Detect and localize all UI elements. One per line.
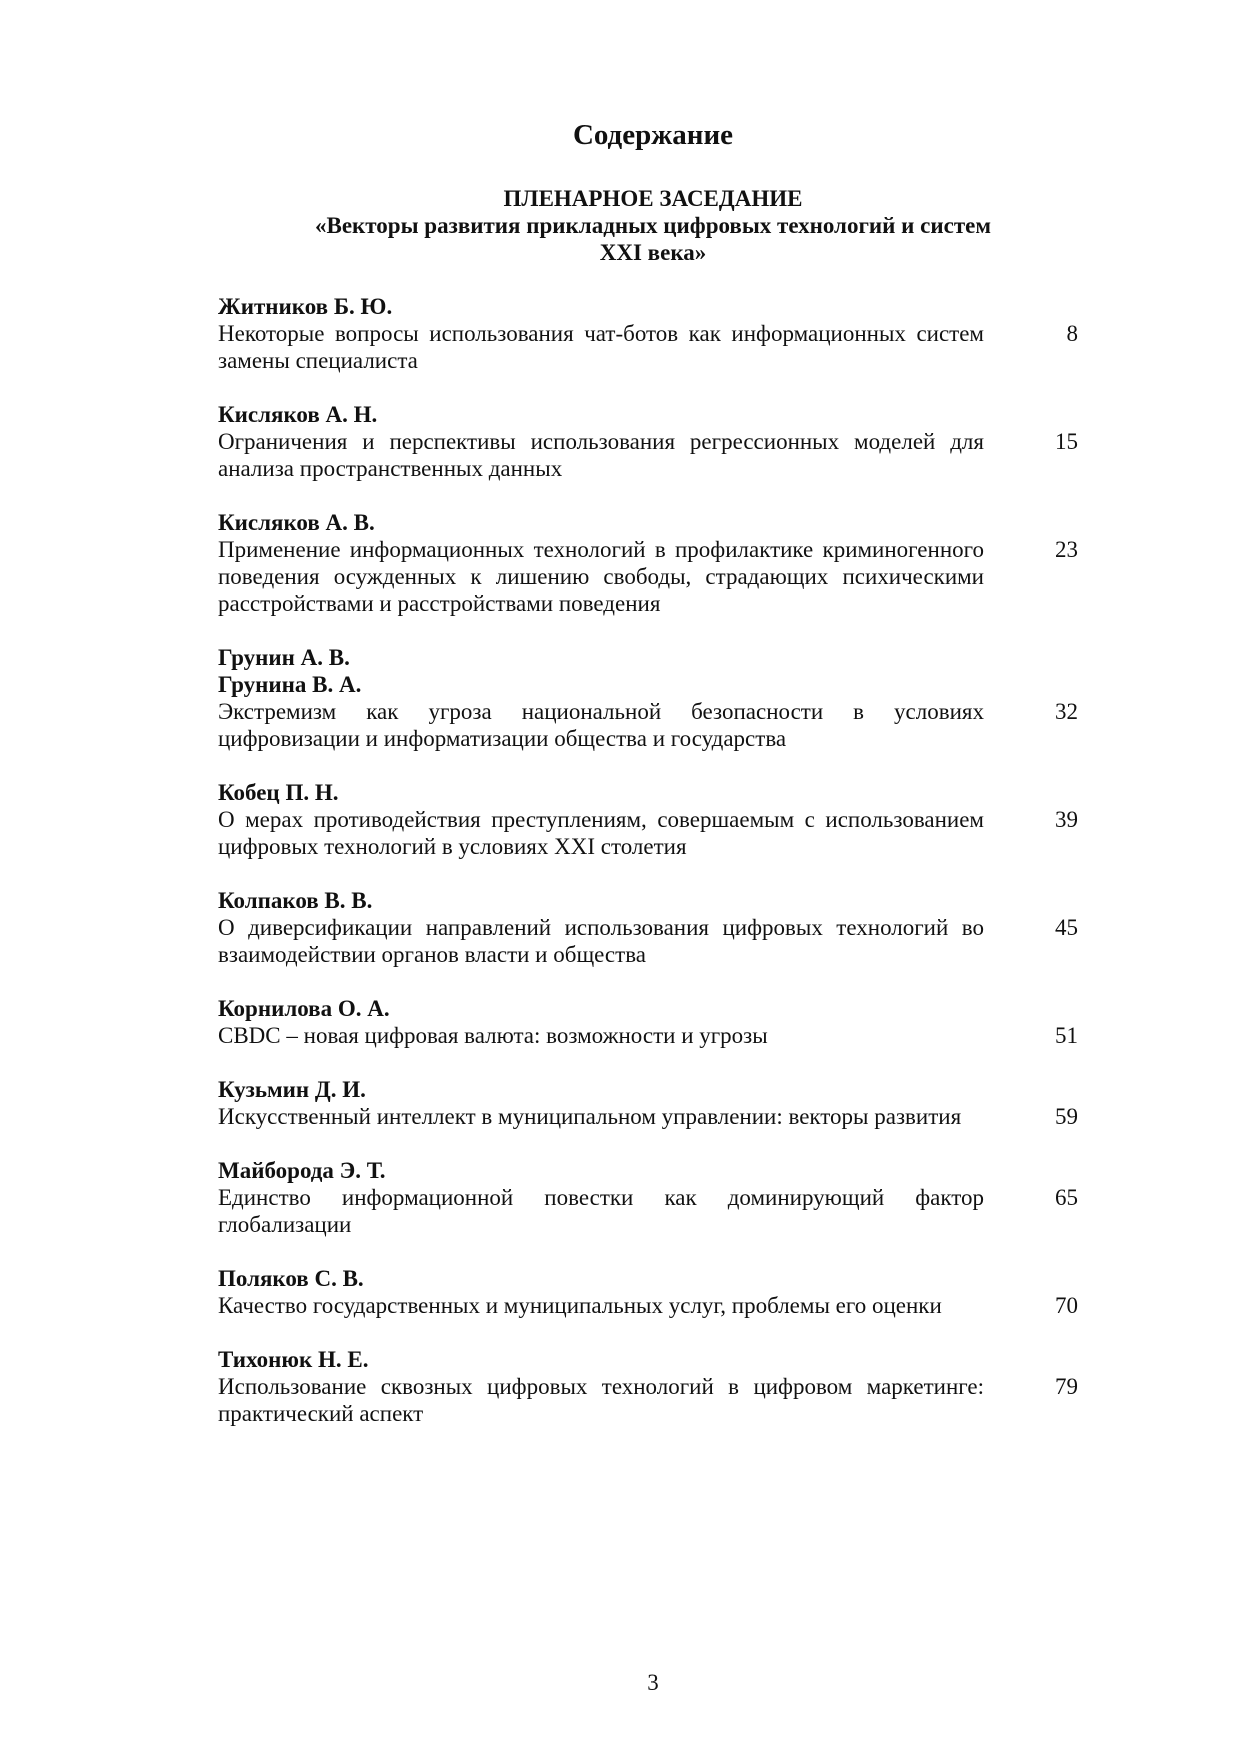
toc-entry-title: Искусственный интеллект в муниципальном управлении: векторы развития — [218, 1104, 962, 1129]
toc-entry-title: Единство информационной повестки как доминирующий фактор глобализации — [218, 1185, 984, 1237]
toc-entry-title: Использование сквозных цифровых технологий в цифровом маркетинге: практический аспект — [218, 1374, 984, 1426]
toc-entry[interactable] — [218, 1076, 1078, 1130]
toc-entry-author: Корнилова О. А. — [218, 996, 390, 1021]
toc-entry-author: Кузьмин Д. И. — [218, 1077, 366, 1102]
toc-entry-title-row — [218, 1292, 1078, 1319]
toc-entry-title: Экстремизм как угроза национальной безопасности в условиях цифровизации и информатизации общества и государства — [218, 699, 984, 751]
toc-entry[interactable] — [218, 509, 1078, 617]
toc-entry-title-row — [218, 536, 1078, 617]
toc-entry-title-row — [218, 698, 1078, 752]
toc-entry-title: Качество государственных и муниципальных услуг, проблемы его оценки — [218, 1293, 942, 1318]
toc-entry-title: О мерах противодействия преступлениям, совершаемым с использованием цифровых технологий в условиях XXI столетия — [218, 807, 984, 859]
toc-entry-title: Применение информационных технологий в профилактике криминогенного поведения осужденных к лишению свободы, страдающих психическими расстройствами и расстройствами поведения — [218, 537, 984, 616]
toc-entry-author: Житников Б. Ю. — [218, 294, 393, 319]
toc-entry-title-row — [218, 1103, 1078, 1130]
section-heading-line-2: «Векторы развития прикладных цифровых технологий и систем — [315, 213, 991, 238]
toc-entry-author: Кобец П. Н. — [218, 780, 339, 805]
section-heading-line-3: XXI века» — [599, 240, 707, 265]
table-of-contents — [218, 293, 1078, 1454]
toc-entry-author: Грунина В. А. — [218, 672, 362, 697]
page-number: 3 — [647, 1670, 659, 1695]
toc-entry-page-number: 59 — [1055, 1104, 1078, 1129]
toc-entry-page-number: 45 — [1055, 915, 1078, 940]
toc-entry[interactable] — [218, 779, 1078, 860]
toc-entry-page-number: 23 — [1055, 537, 1078, 562]
toc-entry-title-row — [218, 914, 1078, 968]
page-title: Содержание — [572, 119, 734, 151]
toc-entry-author: Колпаков В. В. — [218, 888, 373, 913]
toc-entry-title-row — [218, 806, 1078, 860]
toc-entry[interactable] — [218, 1157, 1078, 1238]
toc-entry-author: Кисляков А. В. — [218, 510, 375, 535]
toc-entry-title-row — [218, 428, 1078, 482]
toc-entry-page-number: 32 — [1055, 699, 1078, 724]
toc-entry-author: Тихонюк Н. Е. — [218, 1347, 369, 1372]
toc-entry[interactable] — [218, 293, 1078, 374]
toc-entry[interactable] — [218, 1265, 1078, 1319]
toc-entry[interactable] — [218, 644, 1078, 752]
toc-entry-title-row — [218, 1373, 1078, 1427]
toc-entry-title-row — [218, 1184, 1078, 1238]
toc-entry-title: Некоторые вопросы использования чат-ботов как информационных систем замены специалиста — [218, 321, 984, 373]
toc-entry-author: Грунин А. В. — [218, 645, 350, 670]
toc-entry-title: CBDC – новая цифровая валюта: возможности и угрозы — [218, 1023, 768, 1048]
toc-entry-title-row — [218, 320, 1078, 374]
section-heading-line-1: ПЛЕНАРНОЕ ЗАСЕДАНИЕ — [503, 186, 803, 211]
toc-entry-author: Майборода Э. Т. — [218, 1158, 386, 1183]
toc-entry-page-number: 15 — [1055, 429, 1078, 454]
toc-entry-page-number: 79 — [1055, 1374, 1078, 1399]
toc-entry-page-number: 65 — [1055, 1185, 1078, 1210]
toc-entry[interactable] — [218, 1346, 1078, 1427]
toc-entry-page-number: 70 — [1055, 1293, 1078, 1318]
toc-entry-title: Ограничения и перспективы использования регрессионных моделей для анализа пространственных данных — [218, 429, 984, 481]
toc-entry-author: Кисляков А. Н. — [218, 402, 378, 427]
toc-entry-page-number: 51 — [1055, 1023, 1078, 1048]
toc-entry-page-number: 8 — [1066, 321, 1078, 346]
toc-entry-title-row — [218, 1022, 1078, 1049]
toc-entry[interactable] — [218, 401, 1078, 482]
toc-entry-author: Поляков С. В. — [218, 1266, 364, 1291]
toc-entry[interactable] — [218, 887, 1078, 968]
toc-entry-title: О диверсификации направлений использования цифровых технологий во взаимодействии органов власти и общества — [218, 915, 984, 967]
toc-entry-page-number: 39 — [1055, 807, 1078, 832]
toc-entry[interactable] — [218, 995, 1078, 1049]
section-heading — [0, 185, 1241, 266]
